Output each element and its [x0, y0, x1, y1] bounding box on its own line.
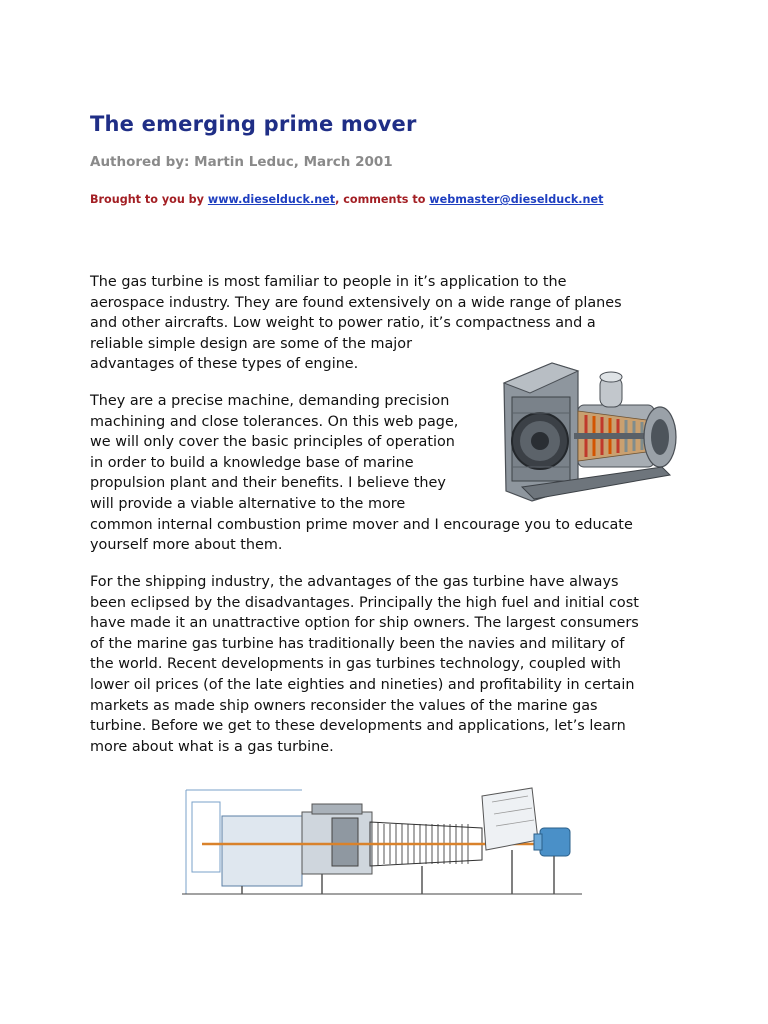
paragraph-line: will provide a viable alternative to the more: [90, 495, 406, 512]
paragraph-line: in order to build a knowledge base of marine: [90, 454, 414, 471]
author-line: Authored by: Martin Leduc, March 2001: [90, 154, 393, 170]
paragraph-line: lower oil prices (of the late eighties and nineties) and profitability in certain: [90, 676, 635, 693]
paragraph-precision: [90, 391, 680, 556]
paragraph-line: we will only cover the basic principles of operation: [90, 434, 455, 451]
paragraph-line: aerospace industry. They are found extensively on a wide range of planes: [90, 294, 622, 311]
paragraph-line: For the shipping industry, the advantages of the gas turbine have always: [90, 574, 619, 590]
paragraph-line: reliable simple design are some of the major: [90, 335, 413, 352]
paragraph-line: markets as made ship owners reconsider the values of the marine gas: [90, 697, 598, 714]
paragraph-line: The gas turbine is most familiar to people in it’s application to the: [90, 274, 567, 290]
diagram-generator-motor: [534, 828, 570, 856]
paragraph-line: and other aircrafts. Low weight to power ratio, it’s compactness and a: [90, 315, 596, 332]
paragraph-shipping: [90, 572, 690, 757]
diagram-exhaust-stack: [482, 788, 538, 850]
paragraph-line: machining and close tolerances. On this web page,: [90, 413, 459, 430]
paragraph-line: yourself more about them.: [90, 537, 283, 554]
credit-line: [90, 193, 603, 206]
paragraph-line: They are a precise machine, demanding precision: [90, 393, 450, 409]
credit-prefix: Brought to you by: [90, 193, 208, 206]
email-link[interactable]: webmaster@dieselduck.net: [429, 193, 604, 206]
article-title: The emerging prime mover: [90, 112, 417, 136]
diagram-gas-generator: [302, 804, 482, 874]
paragraph-line: of the marine gas turbine has traditionally been the navies and military of: [90, 635, 625, 652]
paragraph-line: common internal combustion prime mover and I encourage you to educate: [90, 516, 633, 533]
paragraph-line: have made it an unattractive option for ship owners. The largest consumers: [90, 615, 639, 632]
paragraph-line: been eclipsed by the disadvantages. Principally the high fuel and initial cost: [90, 594, 639, 611]
paragraph-line: more about what is a gas turbine.: [90, 738, 334, 755]
paragraph-line: the world. Recent developments in gas turbines technology, coupled with: [90, 656, 621, 673]
site-link[interactable]: www.dieselduck.net: [207, 193, 336, 206]
gas-turbine-diagram: [182, 782, 582, 902]
paragraph-line: advantages of these types of engine.: [90, 356, 359, 373]
paragraph-line: turbine. Before we get to these developments and applications, let’s learn: [90, 718, 626, 735]
paragraph-line: propulsion plant and their benefits. I believe they: [90, 475, 446, 492]
credit-middle: , comments to: [335, 193, 430, 206]
